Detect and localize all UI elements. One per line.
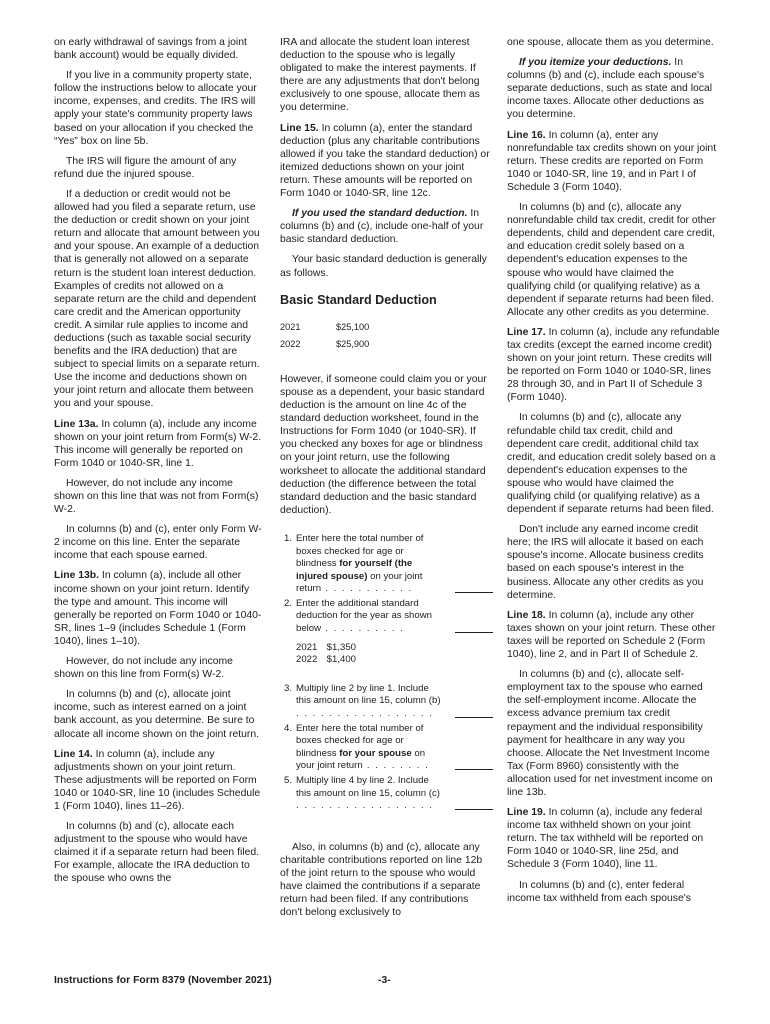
worksheet-item-text: Enter the additional standard deduction for the year as shown below: [296, 597, 432, 635]
worksheet-item-text: on your joint return: [296, 747, 426, 772]
line-16-heading: Line 16.: [507, 129, 546, 141]
paragraph: Also, in columns (b) and (c), allocate any charitable contributions reported on line 12b of the joint return to the spouse who would have claimed the contributions if a separate return had been filed. If any contributions don't belong exclusively to: [280, 841, 483, 919]
table-row: [280, 336, 369, 353]
line-13a-heading: Line 13a.: [54, 418, 99, 430]
table-cell-year: 2021: [280, 321, 301, 332]
worksheet-item-number: 1.: [284, 532, 293, 544]
leader-dots: . . . . . . . .: [362, 760, 430, 772]
line-17-paragraph: [507, 326, 720, 405]
column-2: [280, 36, 493, 926]
worksheet-item-2: [280, 598, 493, 667]
standard-deduction-text: In columns (b) and (c), include one-half of your basic standard deduction.: [280, 208, 484, 246]
table-cell-year: 2022: [280, 338, 301, 349]
paragraph: However, do not include any income shown on this line from Form(s) W-2.: [54, 656, 233, 681]
itemize-text: In columns (b) and (c), include each spouse's separate deductions, such as state and local income taxes. Allocate other deductions as you determine.: [507, 57, 713, 121]
paragraph: However, do not include any income shown on this line that was not from Form(s) W-2.: [54, 477, 259, 516]
answer-blank-line: [455, 592, 493, 593]
footer-title: Instructions for Form 8379 (November 2021): [54, 975, 272, 986]
line-17-text: In column (a), include any refundable tax credits (except the earned income credit) shown on your joint return. These credits will be reported on Form 1040 or 1040-SR, lines 28 through 30, and in Part II of Schedule 3 (Form 1040).: [507, 326, 720, 404]
worksheet-item-text: on your joint return: [296, 570, 423, 595]
paragraph: If a deduction or credit would not be allowed had you filed a separate return, use the deduction or credit shown on your joint return and allocate that amount between you and your spouse. An example of a deduction that is generally not allowed on a separate return is the student loan interest deduction. Examples of credits not allowed on a separate return are the child and dependent care credit and the American opportunity credit. A similar rule applies to income and deductions (such as taxable social security benefits and the IRA deduction) that are subject to special limits on a separate return. Use the income and deductions shown on your joint return and allocate them between you and your spouse.: [54, 188, 260, 410]
line-16-text: In column (a), enter any nonrefundable tax credits shown on your joint return. These credits are reported on Form 1040 or 1040-SR, line 19, and in Part I of Schedule 3 (Form 1040).: [507, 129, 717, 193]
standard-deduction-heading: If you used the standard deduction.: [292, 208, 468, 220]
leader-dots: . . . . . . . . . . . . . . . . .: [296, 800, 434, 812]
section-title: Basic Standard Deduction: [280, 292, 437, 307]
worksheet-amount-row: [296, 654, 441, 667]
standard-deduction-paragraph: [280, 207, 493, 246]
line-14-paragraph: [54, 748, 264, 813]
paragraph: In columns (b) and (c), allocate any refundable child tax credit, child and dependent care credit, additional child tax credit, and education credit solely based on a dependent's education expenses to the spouse who would have claimed the qualifying child (or qualifying relative) as a dependent if separate returns had been filed.: [507, 412, 716, 516]
answer-blank-line: [455, 769, 493, 770]
table-row: [280, 319, 369, 336]
basic-standard-deduction-table: [280, 319, 369, 353]
worksheet-item-number: 3.: [284, 682, 293, 694]
worksheet-amount-value: $1,400: [326, 654, 357, 666]
leader-dots: . . . . . . . . . . .: [321, 583, 413, 595]
leader-dots: . . . . . . . . . . . . . . . . .: [296, 708, 434, 720]
line-19-paragraph: [507, 806, 720, 871]
itemize-paragraph: [507, 56, 720, 121]
worksheet-item-text: Enter here the total number of boxes checked for age or blindness: [296, 532, 424, 570]
worksheet-item-number: 2.: [284, 597, 293, 609]
paragraph: one spouse, allocate them as you determine.: [507, 37, 714, 48]
paragraph: However, if someone could claim you or your spouse as a dependent, your basic standard deduction is the amount on line 4c of the standard deduction worksheet, found in the Instructions for Form 1040 (or 1040-SR). If you checked any boxes for age or blindness on your joint return, use the following worksheet to allocate the additional standard deduction (the difference between the total standard deduction and the basic standard deduction).: [280, 373, 487, 516]
paragraph: Don't include any earned income credit here; the IRS will allocate it based on each spouse's income. Allocate business credits based on each spouse's interest in the business. Allocate any other credits as you determine.: [507, 524, 704, 601]
worksheet-item-1: [280, 533, 493, 596]
worksheet-item-number: 4.: [284, 722, 293, 734]
worksheet-amount-value: $1,350: [326, 641, 357, 653]
worksheet-item-5: [280, 775, 493, 813]
worksheet-item-text: Multiply line 4 by line 2. Include this amount on line 15, column (c): [296, 775, 440, 799]
line-15-heading: Line 15.: [280, 122, 319, 134]
line-15-text: In column (a), enter the standard deduction (plus any charitable contributions allowed if you take the standard deduction) or itemized deductions shown on your joint return. These amounts will be reported on Form 1040 or 1040-SR, line 12c.: [280, 122, 490, 200]
worksheet-item-emphasis: for your spouse: [339, 747, 412, 759]
answer-blank-line: [455, 717, 493, 718]
paragraph: on early withdrawal of savings from a joint bank account) would be equally divided.: [54, 37, 247, 62]
worksheet-item-emphasis: for yourself (the injured spouse): [296, 558, 413, 582]
page-number: -3-: [378, 975, 391, 986]
answer-blank-line: [455, 809, 493, 810]
paragraph: In columns (b) and (c), allocate each adjustment to the spouse who would have claimed it if a separate return had been filed. For example, allocate the IRA deduction to the spouse who owns the: [54, 821, 260, 885]
line-14-heading: Line 14.: [54, 748, 93, 760]
line-13b-text: In column (a), include all other income shown on your joint return. Identify the type and amount. This income will generally be reported on Form 1040 or 1040-SR, lines 1–9 (includes Schedule 1 (Form 1040), lines 1–10).: [54, 570, 262, 647]
table-cell-amount: $25,100: [336, 321, 370, 332]
line-13b-heading: Line 13b.: [54, 570, 100, 582]
line-18-paragraph: [507, 609, 720, 661]
leader-dots: . . . . . . . . . .: [321, 623, 405, 635]
paragraph: In columns (b) and (c), enter only Form W-2 income on this line. Enter the separate income that each spouse earned.: [54, 524, 262, 562]
worksheet-amount-row: [296, 642, 441, 655]
worksheet-amount-year: 2021: [296, 641, 318, 653]
line-19-text: In column (a), include any federal income tax withheld shown on your joint return. The tax withheld will be reported on Form 1040 or 1040-SR, line 25d, and Schedule 3 (Form 1040), line 11.: [507, 807, 704, 871]
line-17-heading: Line 17.: [507, 326, 546, 338]
paragraph: In columns (b) and (c), allocate self-employment tax to the spouse who earned the self-employment income. Allocate the excess advance premium tax credit repayment and the individual responsibility payment for healthcare in any way you choose. Allocate the Net Investment Income Tax (Form 8960) consistently with the allocation used for net investment income on line 13b.: [507, 669, 713, 798]
paragraph: IRA and allocate the student loan interest deduction to the spouse who is legally obligated to make the interest payments. If there are any adjustments that don't belong exclusively to one spouse, allocate them as you determine.: [280, 37, 480, 114]
paragraph: In columns (b) and (c), enter federal income tax withheld from each spouse's: [507, 879, 691, 904]
itemize-heading: If you itemize your deductions.: [519, 57, 672, 69]
line-16-paragraph: [507, 129, 720, 194]
column-3: [507, 36, 720, 912]
paragraph: In columns (b) and (c), allocate any nonrefundable child tax credit, credit for other dependents, child and dependent care credit, and education credit solely based on a dependent's education expenses to the spouse who would have claimed the qualifying child (or qualifying relative) as a dependent if separate returns had been filed. Allocate any other credits as you determine.: [507, 202, 716, 318]
line-14-text: In column (a), include any adjustments shown on your joint return. These adjustments will be reported on Form 1040 or 1040-SR, line 10 (includes Schedule 1 (Form 1040), lines 11–26).: [54, 748, 261, 812]
line-15-paragraph: [280, 122, 493, 201]
paragraph: Your basic standard deduction is generally as follows.: [280, 254, 487, 279]
table-cell-amount: $25,900: [336, 338, 370, 349]
worksheet: [280, 533, 493, 813]
answer-blank-line: [455, 632, 493, 633]
paragraph: In columns (b) and (c), allocate joint income, such as interest earned on a joint bank account, as you determine. Be sure to allocate all income shown on the joint return.: [54, 689, 260, 740]
worksheet-item-4: [280, 723, 493, 773]
line-19-heading: Line 19.: [507, 807, 546, 819]
line-18-text: In column (a), include any other taxes shown on your joint return. These other taxes will be reported on Schedule 2 (Form 1040), line 2, and in Part II of Schedule 2.: [507, 609, 716, 661]
worksheet-item-3: [280, 683, 493, 721]
column-1: [54, 36, 264, 893]
worksheet-item-number: 5.: [284, 775, 293, 786]
paragraph: The IRS will figure the amount of any refund due the injured spouse.: [54, 155, 237, 180]
line-18-heading: Line 18.: [507, 609, 546, 621]
worksheet-item-text: Multiply line 2 by line 1. Include this amount on line 15, column (b): [296, 682, 441, 707]
line-13a-text: In column (a), include any income shown on your joint return from Form(s) W-2. This income will generally be reported on Form 1040 or 1040-SR, line 1.: [54, 418, 262, 469]
line-13a-paragraph: [54, 418, 264, 470]
paragraph: If you live in a community property state, follow the instructions below to allocate your income, expenses, and credits. The IRS will apply your state's community property laws based on your allocation if you checked the “Yes” box on line 5b.: [54, 70, 257, 147]
worksheet-amount-year: 2022: [296, 654, 318, 666]
worksheet-item-text: Enter here the total number of boxes checked for age or blindness: [296, 722, 424, 759]
spacer: [280, 669, 493, 681]
line-13b-paragraph: [54, 569, 264, 648]
